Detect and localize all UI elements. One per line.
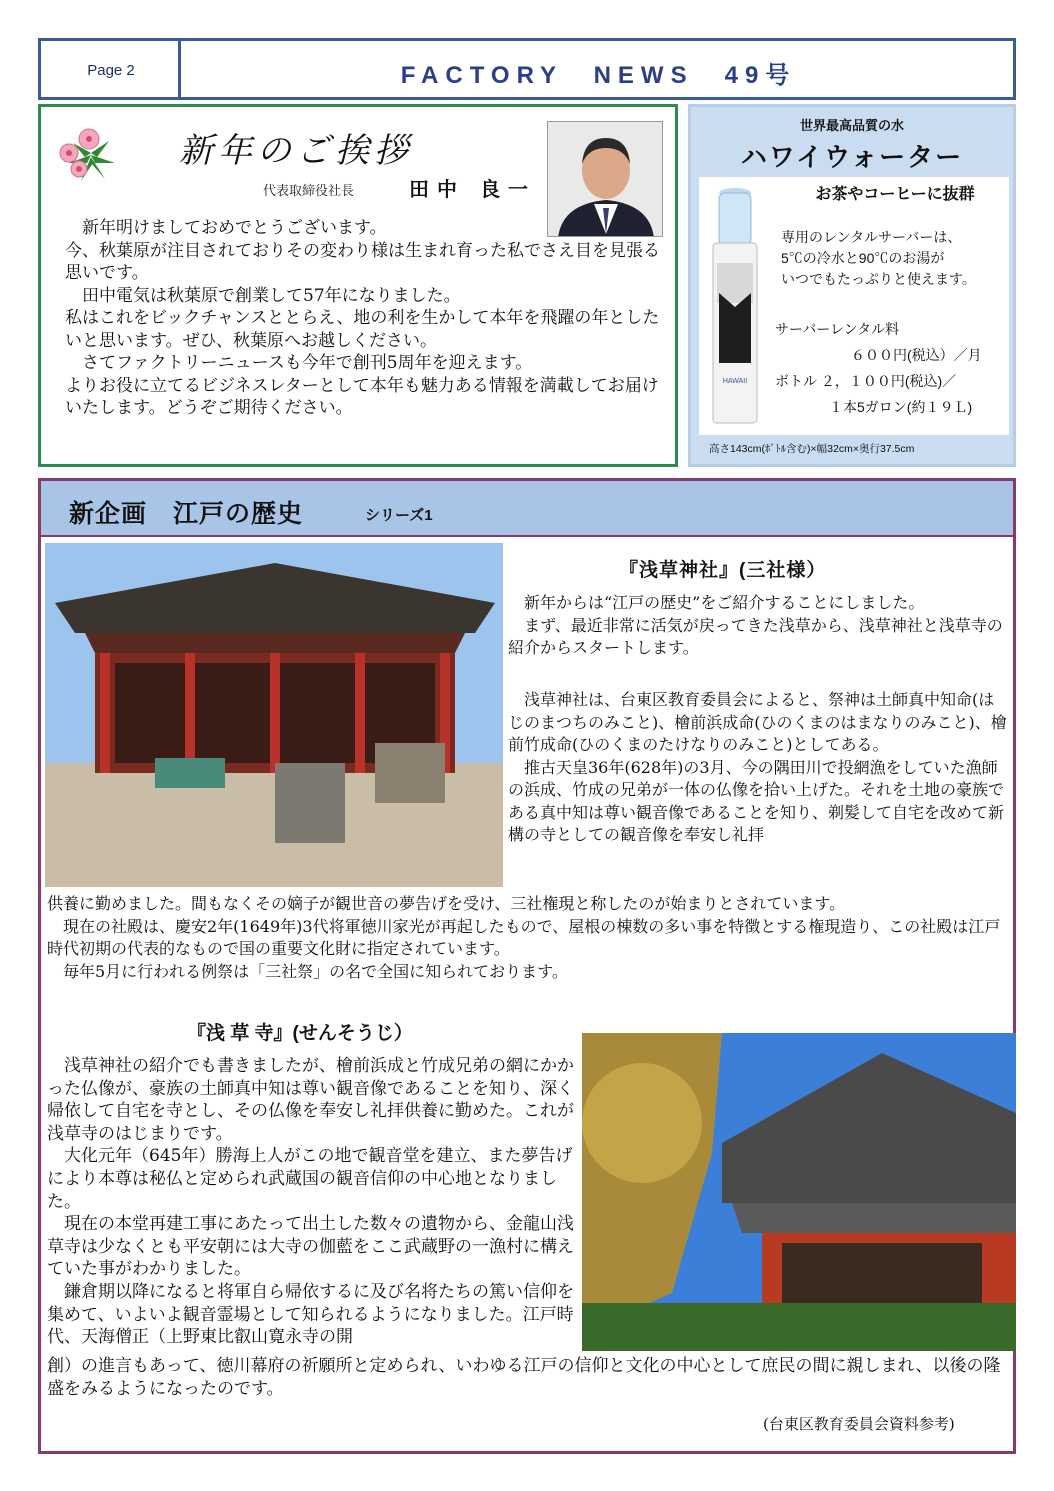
ad-description bbox=[781, 227, 1011, 290]
greeting-body bbox=[65, 217, 665, 420]
greeting-paragraph: 田中電気は秋葉原で創業して57年になりました。 bbox=[65, 285, 461, 306]
new-year-greeting-box bbox=[38, 104, 678, 467]
asakusa-shrine-photo bbox=[45, 543, 503, 887]
newsletter-header bbox=[38, 38, 1016, 100]
cooler-dimensions: 高さ143cm(ﾎﾞﾄﾙ含む)×幅32cm×奥行37.5cm bbox=[709, 443, 915, 455]
greeting-paragraph: さてファクトリーニュースも今年で創刊5周年を迎えます。 bbox=[65, 353, 533, 373]
greeting-paragraph: 私はこれをビックチャンスととらえ、地の利を生かして本年を飛躍の年としたいと思います。ぜひ、秋葉原へお越しください。 bbox=[65, 308, 660, 351]
shrine-intro bbox=[508, 592, 1010, 660]
ad-tagline: 世界最高品質の水 bbox=[799, 118, 904, 133]
newsletter-title: FACTORY NEWS 49号 bbox=[400, 62, 797, 89]
shrine-paragraph: 推古天皇36年(628年)の3月、今の隅田川で投網漁をしていた漁師の浜成、竹成の兄弟が一体の仏像を拾い上げた。それを土地の豪族である真中知は尊い観音像であることを知り、剃髪して自宅を改めて新構の寺としての観音像を奉安し礼拝 bbox=[508, 757, 1005, 844]
greeting-paragraph: 今、秋葉原が注目されておりその変わり様は生まれ育った私でさえ目を見張る思いです。 bbox=[65, 240, 660, 283]
server-fee: ６００円(税込）／月 bbox=[851, 347, 982, 363]
ad-brand: ハワイウォーター bbox=[740, 142, 964, 172]
bottle-fee: ボトル ２，１００円(税込)／ bbox=[775, 373, 957, 389]
temple-paragraph: 鎌倉期以降になると将軍自ら帰依するに及び名将たちの篤い信仰を集めて、いよいよ観音霊場として知られるようになりました。江戸時代、天海僧正（上野東比叡山寛永寺の開 bbox=[47, 1281, 574, 1348]
bottle-unit: １本5ガロン(約１９Ｌ) bbox=[829, 399, 973, 415]
water-cooler-image bbox=[709, 183, 761, 433]
ad-description-line: 5℃の冷水と90℃のお湯が bbox=[781, 250, 945, 266]
shrine-heading: 『浅草神社』(三社様） bbox=[619, 560, 827, 581]
greeting-paragraph: よりお役に立てるビジネスレターとして本年も魅力ある情報を満載してお届けいたします。どうぞご期待ください。 bbox=[65, 375, 659, 418]
shrine-paragraph: まず、最近非常に活気が戻ってきた浅草から、浅草神社と浅草寺の紹介からスタートします。 bbox=[508, 615, 1003, 657]
shrine-paragraph: 浅草神社は、台東区教育委員会によると、祭神は土師真中知命(はじのまつちのみこと)、檜前浜成命(ひのくまのはまなりのみこと)、檜前竹成命(ひのくまのたけなりのみこと)としてある。 bbox=[508, 690, 1007, 754]
temple-paragraph: 大化元年（645年）勝海上人がこの地で観音堂を建立、また夢告げにより本尊は秘仏と定められ武蔵国の観音信仰の中心地となりました。 bbox=[47, 1146, 573, 1212]
ad-slogan: お茶やコーヒーに抜群 bbox=[815, 186, 975, 203]
shrine-paragraph: 供養に勤めました。間もなくその嫡子が観世音の夢告げを受け、三社権現と称したのが始まりとされています。 bbox=[47, 894, 846, 913]
shrine-paragraph: 現在の社殿は、慶安2年(1649年)3代将軍徳川家光が再起したもので、屋根の棟数の多い事を特徴とする権現造り、この社殿は江戸時代初期の代表的なもので国の重要文化財に指定されています。 bbox=[47, 916, 1001, 958]
section-banner bbox=[41, 481, 1013, 537]
series-label: シリーズ1 bbox=[365, 507, 433, 524]
author-role: 代表取締役社長 bbox=[263, 183, 355, 198]
temple-paragraph: 浅草神社の紹介でも書きましたが、檜前浜成と竹成兄弟の網にかかった仏像が、豪族の土師真中知は尊い観音像であることを知り、深く帰依して自宅を寺とし、その仏像を奉安し礼拝供養に勤めた。これが浅草寺のはじまりです。 bbox=[47, 1056, 574, 1144]
temple-heading: 『浅 草 寺』(せんそうじ） bbox=[187, 1023, 413, 1044]
shrine-history bbox=[508, 689, 1010, 847]
sensoji-temple-photo bbox=[582, 1033, 1016, 1351]
author-name: 田中 良一 bbox=[409, 177, 536, 201]
temple-body-continued bbox=[47, 1355, 1013, 1400]
greeting-title: 新年のご挨拶 bbox=[179, 131, 413, 171]
page-number-cell bbox=[41, 41, 181, 97]
ad-description-line: 専用のレンタルサーバーは、 bbox=[781, 229, 962, 245]
temple-paragraph: 創）の進言もあって、徳川幕府の祈願所と定められ、いわゆる江戸の信仰と文化の中心として庶民の間に親しまれ、以後の隆盛をみるようになったのです。 bbox=[47, 1356, 1001, 1399]
edo-history-section bbox=[38, 478, 1016, 1454]
greeting-paragraph: 新年明けましておめでとうございます。 bbox=[65, 218, 387, 238]
page-number: Page 2 bbox=[87, 62, 135, 79]
shrine-paragraph: 新年からは“江戸の歴史”をご紹介することにしました。 bbox=[508, 593, 925, 612]
hawaii-water-ad bbox=[688, 104, 1016, 467]
temple-paragraph: 現在の本堂再建工事にあたって出土した数々の遺物から、金龍山浅草寺は少なくとも平安朝には大寺の伽藍をここ武蔵野の一漁村に構えていた事がわかりました。 bbox=[47, 1214, 574, 1280]
shrine-paragraph: 毎年5月に行われる例祭は「三社祭」の名で全国に知られております。 bbox=[47, 961, 568, 981]
plum-pine-illustration bbox=[55, 123, 127, 193]
ad-description-line: いつでもたっぷりと使えます。 bbox=[781, 271, 976, 287]
temple-body bbox=[47, 1055, 577, 1349]
section-title: 新企画 江戸の歴史 bbox=[69, 500, 304, 528]
source-note: (台東区教育委員会資料参考) bbox=[763, 1415, 955, 1433]
rental-fee-label: サーバーレンタル料 bbox=[775, 321, 900, 337]
shrine-history-continued bbox=[47, 893, 1009, 983]
bottle-label: HAWAII bbox=[722, 378, 748, 385]
